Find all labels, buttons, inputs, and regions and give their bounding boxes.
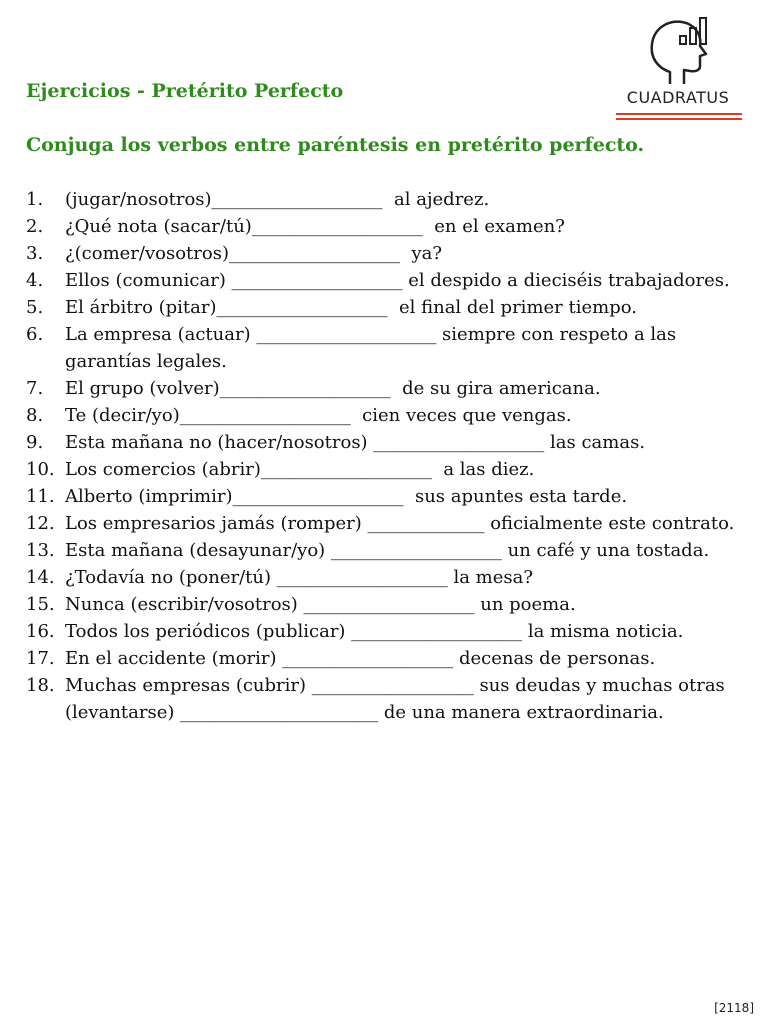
exercise-text: Los empresarios jamás (romper) _____________ oficialmente este contrato. (65, 513, 735, 534)
reference-code: [2118] (714, 1001, 754, 1015)
exercise-item (26, 213, 756, 240)
exercise-number: 11. (26, 486, 55, 507)
cuadratus-logo (612, 14, 744, 124)
exercise-text: En el accidente (morir) ___________________ decenas de personas. (65, 648, 656, 669)
exercise-item (26, 456, 756, 483)
exercise-number: 1. (26, 189, 44, 210)
page-title: Ejercicios - Pretérito Perfecto (26, 80, 344, 102)
exercise-list (26, 186, 756, 726)
exercise-item (26, 483, 756, 510)
exercise-text: Esta mañana (desayunar/yo) ___________________ un café y una tostada. (65, 540, 710, 561)
exercise-text: Te (decir/yo)___________________ cien veces que vengas. (65, 405, 572, 426)
exercise-item (26, 240, 756, 267)
exercise-number: 13. (26, 540, 55, 561)
exercise-item (26, 591, 756, 618)
exercise-number: 3. (26, 243, 44, 264)
exercise-text: Muchas empresas (cubrir) __________________ sus deudas y muchas otras (levantarse) ______________________ de una manera extraordinaria. (65, 675, 731, 723)
exercise-item (26, 510, 756, 537)
exercise-number: 8. (26, 405, 44, 426)
exercise-number: 7. (26, 378, 44, 399)
exercise-item (26, 294, 756, 321)
exercise-number: 18. (26, 675, 55, 696)
exercise-item (26, 267, 756, 294)
exercise-text: El grupo (volver)___________________ de su gira americana. (65, 378, 601, 399)
exercise-number: 2. (26, 216, 44, 237)
exercise-item (26, 375, 756, 402)
exercise-number: 6. (26, 324, 44, 345)
exercise-text: La empresa (actuar) ____________________ siempre con respeto a las garantías legales. (65, 324, 682, 372)
exercise-item (26, 672, 756, 726)
exercise-text: Todos los periódicos (publicar) ___________________ la misma noticia. (65, 621, 684, 642)
exercise-item (26, 186, 756, 213)
exercise-text: El árbitro (pitar)___________________ el final del primer tiempo. (65, 297, 637, 318)
exercise-number: 5. (26, 297, 44, 318)
exercise-number: 12. (26, 513, 55, 534)
exercise-text: Los comercios (abrir)___________________ a las diez. (65, 459, 535, 480)
instruction: Conjuga los verbos entre paréntesis en pretérito perfecto. (26, 134, 645, 156)
exercise-item (26, 618, 756, 645)
logo-underline (616, 113, 742, 115)
exercise-item (26, 645, 756, 672)
exercise-number: 4. (26, 270, 44, 291)
exercise-text: Alberto (imprimir)___________________ sus apuntes esta tarde. (65, 486, 628, 507)
exercise-item (26, 321, 756, 375)
logo-underline-2 (616, 118, 742, 120)
exercise-number: 10. (26, 459, 55, 480)
head-profile-icon (640, 14, 716, 86)
exercise-text: ¿(comer/vosotros)___________________ ya? (65, 243, 442, 264)
exercise-text: Nunca (escribir/vosotros) ___________________ un poema. (65, 594, 576, 615)
exercise-item (26, 402, 756, 429)
exercise-text: ¿Todavía no (poner/tú) ___________________ la mesa? (65, 567, 534, 588)
exercise-item (26, 429, 756, 456)
exercise-number: 16. (26, 621, 55, 642)
exercise-text: Ellos (comunicar) ___________________ el despido a dieciséis trabajadores. (65, 270, 730, 291)
exercise-item (26, 564, 756, 591)
exercise-text: Esta mañana no (hacer/nosotros) ___________________ las camas. (65, 432, 646, 453)
logo-text: CUADRATUS (626, 88, 730, 107)
exercise-item (26, 537, 756, 564)
exercise-number: 9. (26, 432, 44, 453)
exercise-number: 17. (26, 648, 55, 669)
exercise-number: 14. (26, 567, 55, 588)
exercise-text: (jugar/nosotros)___________________ al ajedrez. (65, 189, 490, 210)
exercise-text: ¿Qué nota (sacar/tú)___________________ en el examen? (65, 216, 565, 237)
exercise-number: 15. (26, 594, 55, 615)
